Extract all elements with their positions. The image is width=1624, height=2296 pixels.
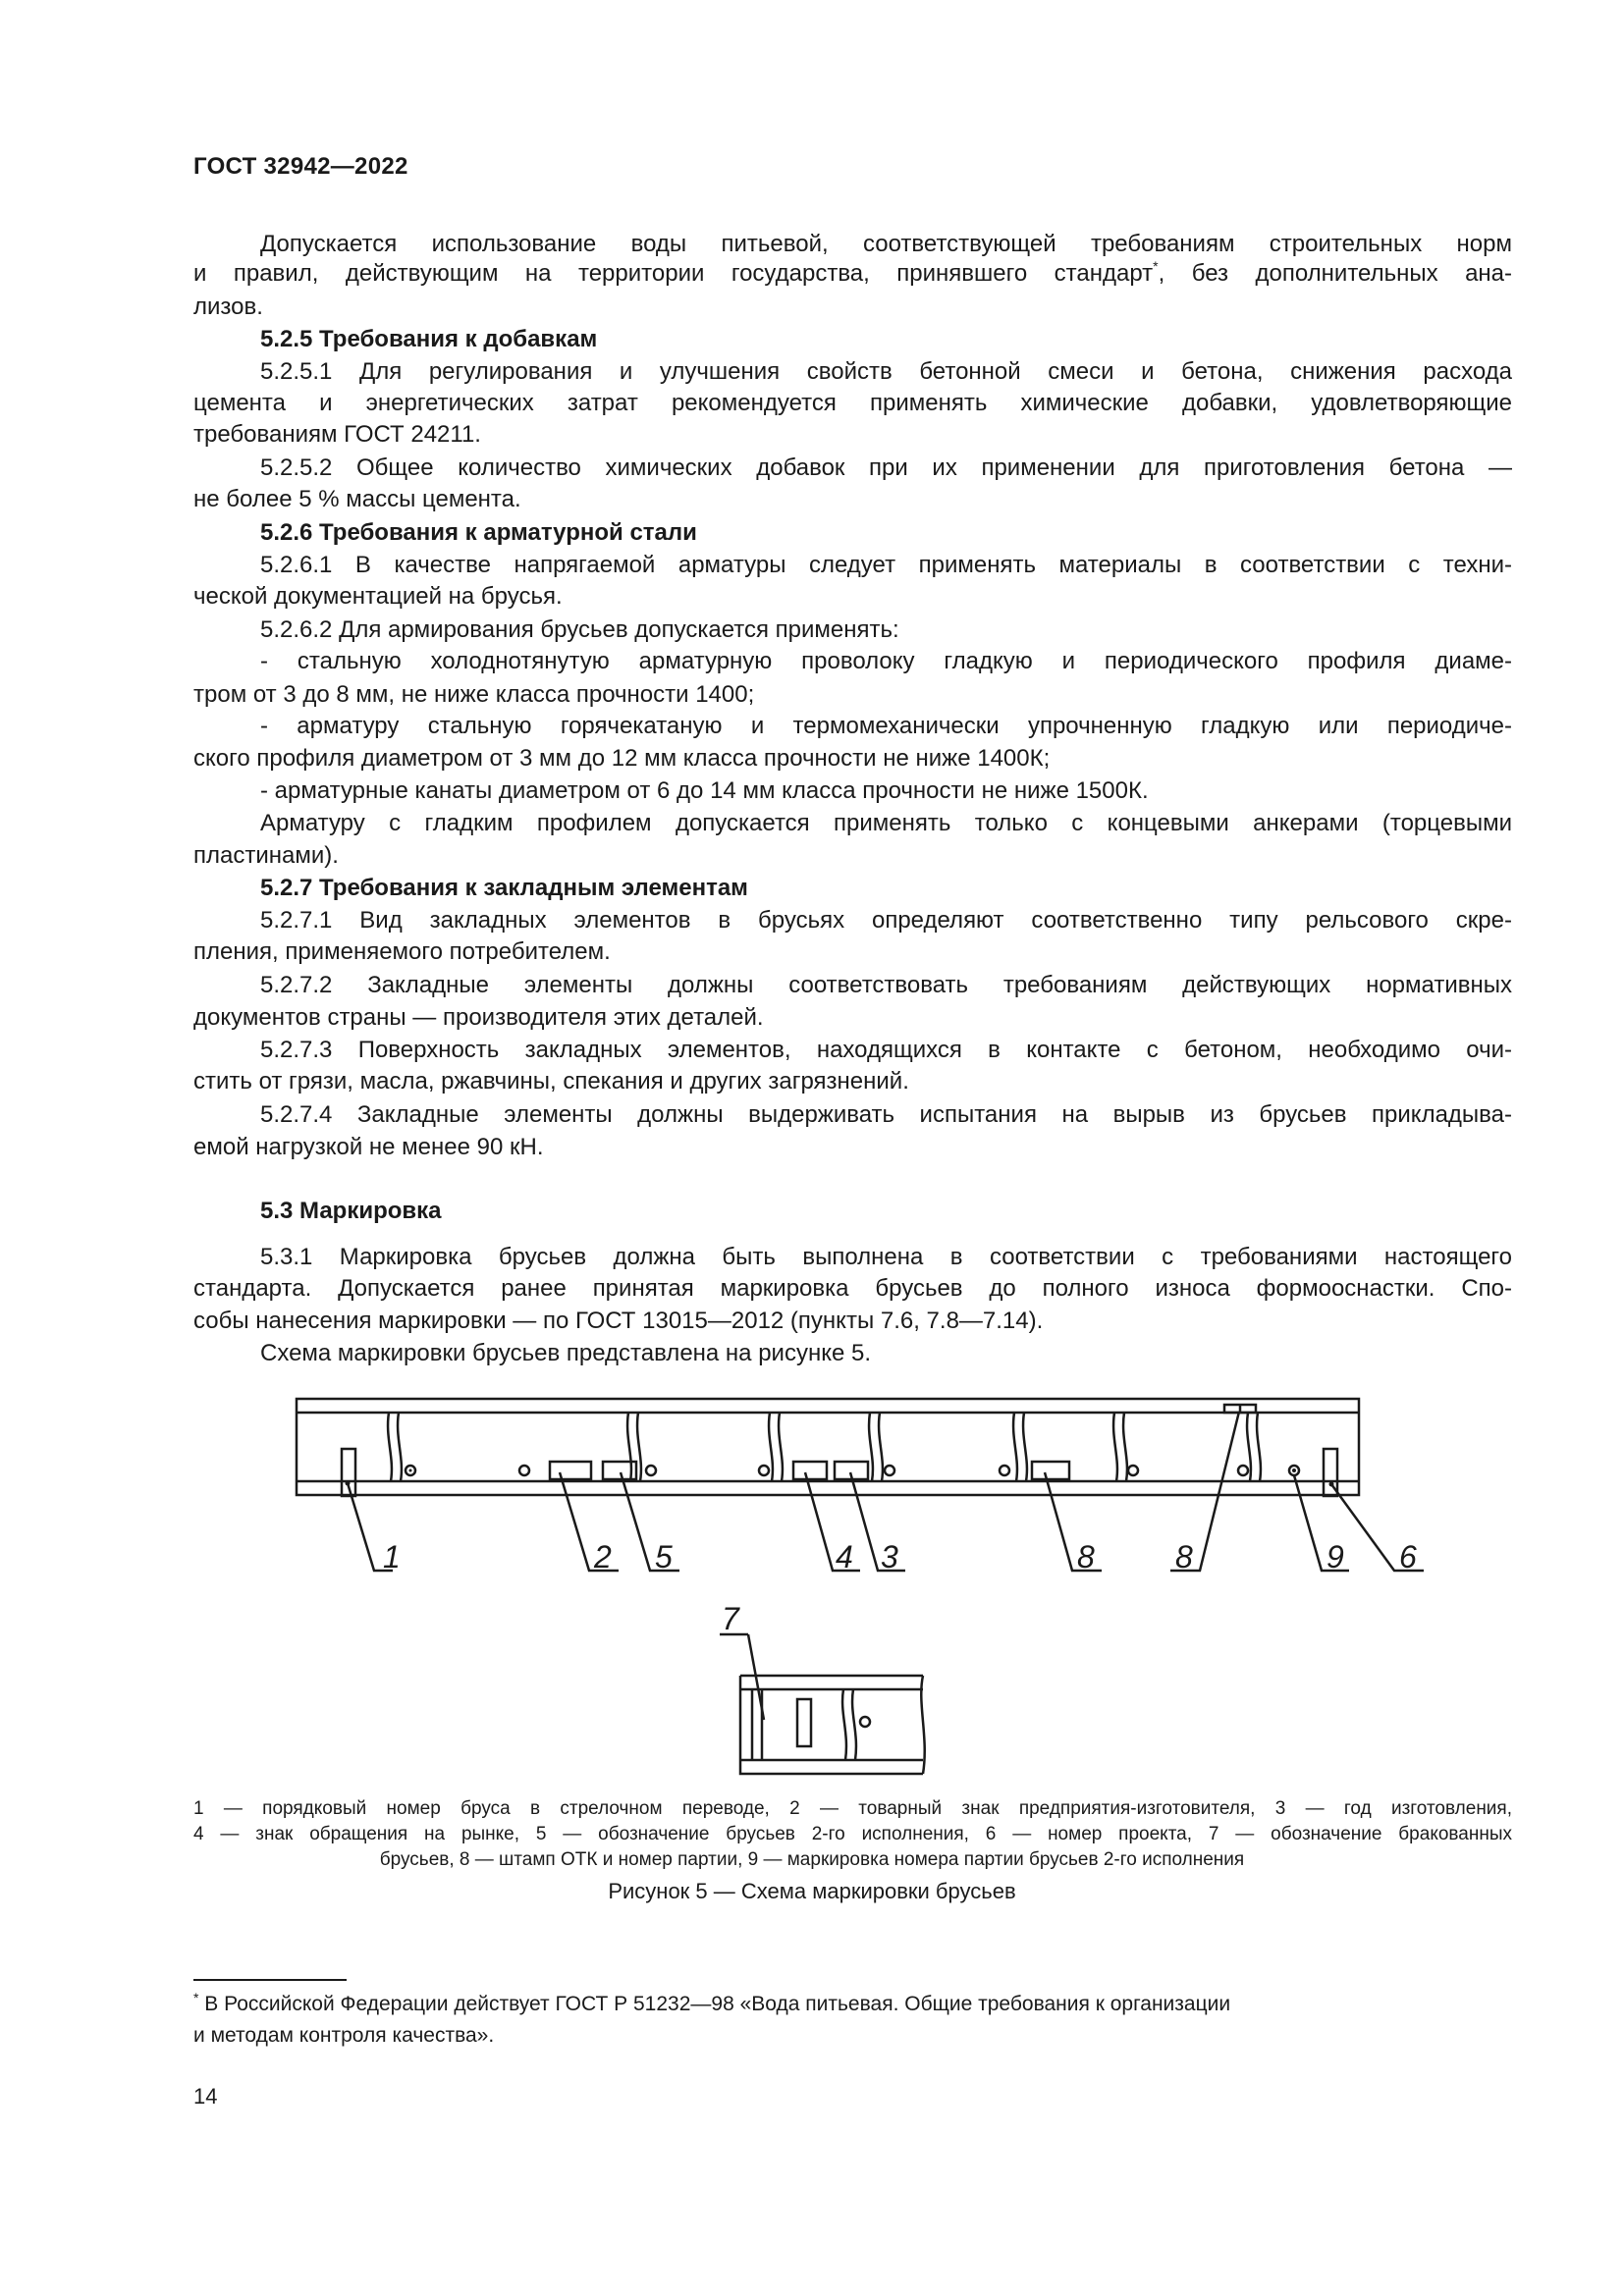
figure-label: 1 <box>383 1539 401 1575</box>
list-item-line: - арматурные канаты диаметром от 6 до 14 мм класса прочности не ниже 1500К. <box>260 777 1149 804</box>
paragraph-line: документов страны — производителя этих деталей. <box>193 1004 764 1031</box>
paragraph-line: Арматуру с гладким профилем допускается применять только с концевыми анкерами (торцевыми <box>260 810 1512 836</box>
list-item-line: - стальную холоднотянутую арматурную проволоку гладкую и периодического профиля диаме- <box>260 648 1512 674</box>
paragraph-line: собы нанесения маркировки — по ГОСТ 13015—2012 (пункты 7.6, 7.8—7.14). <box>193 1308 1044 1334</box>
page-number: 14 <box>193 2084 218 2109</box>
paragraph-line: стандарта. Допускается ранее принятая маркировка брусьев до полного износа формооснастки. Спо- <box>193 1275 1512 1302</box>
footnote-ref[interactable]: * <box>1153 258 1159 274</box>
figure-caption-line: брусьев, 8 — штамп ОТК и номер партии, 9 — маркировка номера партии брусьев 2-го исполнения <box>379 1849 1245 1870</box>
paragraph-line: Допускается использование воды питьевой, соответствующей требованиям строительных норм <box>260 231 1512 257</box>
paragraph-line: 5.2.5.2 Общее количество химических добавок при их применении для приготовления бетона — <box>260 454 1512 481</box>
figure-label: 6 <box>1399 1539 1417 1575</box>
paragraph-line: 5.2.7.2 Закладные элементы должны соответствовать требованиям действующих нормативных <box>260 972 1512 998</box>
paragraph-line: пления, применяемого потребителем. <box>193 938 611 965</box>
section-heading-5-2-7: 5.2.7 Требования к закладным элементам <box>260 875 748 901</box>
section-heading-5-3: 5.3 Маркировка <box>260 1198 442 1224</box>
figure-label: 8 <box>1175 1539 1193 1575</box>
figure-label: 8 <box>1077 1539 1095 1575</box>
mark-4-box <box>793 1462 827 1479</box>
paragraph-line: стить от грязи, масла, ржавчины, спекания и других загрязнений. <box>193 1068 909 1095</box>
paragraph-line: требованиям ГОСТ 24211. <box>193 421 481 448</box>
figure-label: 7 <box>722 1601 739 1636</box>
footnote-line: и методам контроля качества». <box>193 2024 495 2047</box>
figure-caption-line: 1 — порядковый номер бруса в стрелочном переводе, 2 — товарный знак предприятия-изготовителя, 3 — год изготовления, <box>193 1798 1512 1819</box>
list-item-line: ского профиля диаметром от 3 мм до 12 мм класса прочности не ниже 1400К; <box>193 745 1051 772</box>
figure-label: 2 <box>594 1539 612 1575</box>
paragraph-line: ческой документацией на брусья. <box>193 583 563 610</box>
figure-title: Рисунок 5 — Схема маркировки брусьев <box>608 1879 1016 1903</box>
figure-label: 9 <box>1326 1539 1344 1575</box>
list-item-line: - арматуру стальную горячекатаную и термомеханически упрочненную гладкую или периодиче- <box>260 713 1512 739</box>
paragraph-line: не более 5 % массы цемента. <box>193 486 521 512</box>
list-item-line: тром от 3 до 8 мм, не ниже класса прочности 1400; <box>193 681 755 708</box>
document-header: ГОСТ 32942—2022 <box>193 153 408 180</box>
paragraph-line: пластинами). <box>193 842 339 869</box>
mark-8-box <box>1032 1462 1069 1479</box>
paragraph-line: цемента и энергетических затрат рекомендуется применять химические добавки, удовлетворяющие <box>193 390 1512 416</box>
section-heading-5-2-6: 5.2.6 Требования к арматурной стали <box>260 519 697 546</box>
mark-2-box <box>550 1462 591 1479</box>
footnote-separator <box>193 1979 347 1981</box>
paragraph-line: 5.3.1 Маркировка брусьев должна быть выполнена в соответствии с требованиями настоящего <box>260 1244 1512 1270</box>
paragraph-line: лизов. <box>193 294 263 320</box>
paragraph-line: 5.2.7.3 Поверхность закладных элементов, находящихся в контакте с бетоном, необходимо очи- <box>260 1037 1512 1063</box>
paragraph-line: и правил, действующим на территории государства, принявшего стандарт*, без дополнительных ана- <box>193 258 1513 287</box>
footnote-line: * В Российской Федерации действует ГОСТ Р 51232—98 «Вода питьевая. Общие требования к организации <box>193 1990 1231 2015</box>
figure-caption-line: 4 — знак обращения на рынке, 5 — обозначение брусьев 2-го исполнения, 6 — номер проекта, 7 — обозначение бракованных <box>193 1824 1512 1844</box>
paragraph-line: Схема маркировки брусьев представлена на рисунке 5. <box>260 1340 872 1366</box>
paragraph-line: 5.2.6.1 В качестве напрягаемой арматуры следует применять материалы в соответствии с техни- <box>260 552 1512 578</box>
paragraph-line: 5.2.7.4 Закладные элементы должны выдерживать испытания на вырыв из брусьев прикладыва- <box>260 1101 1512 1128</box>
figure-label: 3 <box>881 1539 898 1575</box>
paragraph-line: емой нагрузкой не менее 90 кН. <box>193 1134 544 1160</box>
figure-label: 4 <box>836 1539 853 1575</box>
paragraph-line: 5.2.7.1 Вид закладных элементов в брусьях определяют соответственно типу рельсового скре- <box>260 907 1512 934</box>
paragraph-line: 5.2.6.2 Для армирования брусьев допускается применять: <box>260 616 899 643</box>
figure-label: 5 <box>655 1539 673 1575</box>
section-heading-5-2-5: 5.2.5 Требования к добавкам <box>260 326 598 352</box>
paragraph-line: 5.2.5.1 Для регулирования и улучшения свойств бетонной смеси и бетона, снижения расхода <box>260 358 1512 385</box>
